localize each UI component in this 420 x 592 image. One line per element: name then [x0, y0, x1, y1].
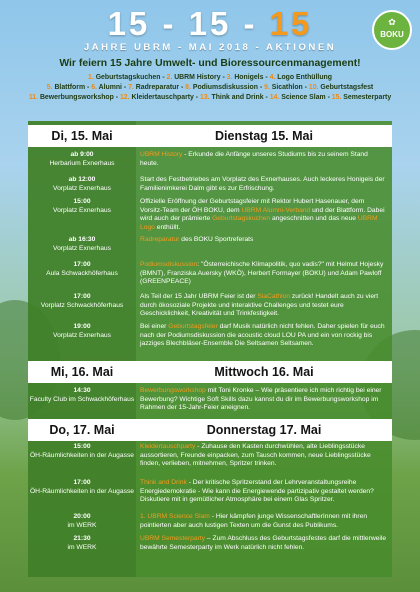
- event-time: ab 16:30: [68, 236, 96, 243]
- event-place: Vorplatz Exnerhaus: [53, 331, 111, 339]
- program-item: [332, 94, 391, 101]
- event-text: angeschnitten und das neue: [270, 215, 358, 222]
- event-text: Bei einer: [140, 323, 169, 330]
- event-place: ÖH-Räumlichkeiten in der Augasse: [29, 487, 135, 495]
- program-title: Kleidertauschparty: [131, 94, 194, 101]
- program-number: 5.: [46, 84, 55, 91]
- event-place: Vorplatz Exnerhaus: [53, 184, 111, 192]
- leaf-icon: ✿: [388, 18, 396, 28]
- event-description: [140, 513, 388, 530]
- program-title: Honigels: [234, 74, 264, 81]
- event-time-place: [28, 443, 136, 460]
- event-time-place: [28, 151, 136, 168]
- event-time: 19:00: [73, 323, 91, 330]
- program-title: Think and Drink: [211, 94, 264, 101]
- title-separator: -: [243, 5, 258, 42]
- program-item: [167, 74, 221, 81]
- event-description: [140, 479, 388, 505]
- event-description: [140, 535, 388, 552]
- program-title: Science Slam: [281, 94, 326, 101]
- event-text: Als Teil der 15 Jahr UBRM Feier ist der: [140, 293, 258, 300]
- day-header: [28, 125, 392, 147]
- day-long: Dienstag 15. Mai: [215, 129, 313, 143]
- event-text: - Zuhause den Kasten durchwühlen, alte Lieblingsstücke aussortieren, Freunde einpacken, zum Tausch kommen, neue Lieblingsstücke finden, verlieben, mitnehmen, Spritzer trinken.: [140, 443, 371, 467]
- title-number: 15: [269, 5, 313, 42]
- event-highlight: Think and Drink: [140, 479, 187, 486]
- program-number: 1.: [88, 74, 96, 81]
- event-time: ab 9:00: [70, 151, 94, 158]
- event-place: Aula Schwackhöferhaus: [46, 269, 118, 277]
- event-highlight: UBRM Semesterparty: [140, 535, 206, 542]
- event-text: – Zum Abschluss des Geburtstagsfestes darf die mittlerweile bewährte Semesterparty im Werk natürlich nicht fehlen.: [140, 535, 387, 551]
- program-item: [200, 94, 264, 101]
- event-time-place: [28, 535, 136, 552]
- title-separator: -: [162, 5, 177, 42]
- program-number: 14.: [269, 94, 282, 101]
- event-highlight: UBRM Alumni-Verband: [241, 206, 311, 214]
- headline: Wir feiern 15 Jahre Umwelt- und Bioressourcenmanagement!: [59, 58, 361, 69]
- program-number: 13.: [200, 94, 212, 101]
- event-description: [140, 151, 388, 168]
- event-time: 20:00: [73, 513, 91, 520]
- schedule-panel: [28, 121, 392, 577]
- event-time: 14:30: [73, 387, 91, 394]
- program-item: [270, 94, 326, 101]
- program-number: 4.: [269, 74, 278, 81]
- program-item: [128, 84, 179, 91]
- event-time-place: [28, 323, 136, 340]
- program-title: Bewerbungsworkshop: [39, 94, 114, 101]
- program-item: [120, 94, 194, 101]
- day-short: Di, 15. Mai: [51, 129, 113, 143]
- event-place: Vorplatz Schwackhöferhaus: [40, 301, 124, 309]
- day-long: Donnerstag 17. Mai: [206, 423, 322, 437]
- event-time-place: [28, 293, 136, 310]
- event-highlight: UBRM History: [140, 151, 183, 158]
- big-title: [0, 5, 420, 43]
- event-description: [140, 443, 388, 469]
- event-place: Faculty Club im Schwackhöferhaus: [29, 395, 135, 403]
- event-text: : "Österreichische Klimapolitik, quo vadis?" mit Helmut Hojesky (BMNT), Franziska Auersky (WKÖ), Herbert Formayer (BOKU) und Adam Pawloff (GREENPEACE): [140, 261, 384, 285]
- event-time-place: [28, 198, 136, 215]
- day-header: [28, 361, 392, 383]
- logo-text: BOKU: [380, 30, 404, 39]
- event-text: - Erkunde die Anfänge unseres Studiums bis zu seinem Stand heute.: [140, 151, 368, 167]
- program-number: 8.: [185, 84, 193, 91]
- program-title: Logo Enthüllung: [277, 74, 332, 81]
- program-item: [185, 84, 258, 91]
- program-item: [91, 84, 122, 91]
- program-item: [264, 84, 303, 91]
- event-highlight: 1. UBRM Science Slam: [140, 513, 210, 520]
- event-highlight: Geburtstagsfeier: [168, 323, 218, 330]
- program-item: [227, 74, 264, 81]
- event-time-place: [28, 513, 136, 530]
- day-short: Mi, 16. Mai: [50, 365, 114, 379]
- event-text: enthüllt.: [154, 223, 181, 231]
- day-long: Mittwoch 16. Mai: [214, 365, 314, 379]
- program-title: Blattform: [54, 84, 86, 91]
- program-number: 6.: [91, 84, 99, 91]
- day-header: [28, 419, 392, 441]
- program-number: 15.: [331, 94, 344, 101]
- event-description: [140, 323, 388, 349]
- event-description: [140, 261, 388, 287]
- program-title: Radreparatur: [135, 84, 180, 91]
- event-text: darf Musik natürlich nicht fehlen. Daher spielen für euch nach der Podiumsdiskussion die acoustic cloud LOU PA und ein von rockig bis jazziges Blechbläser-Ensemble Die Seltsamen Seltsamen.: [140, 323, 385, 347]
- title-number: 15: [107, 5, 151, 42]
- event-place: Herbarium Exnerhaus: [49, 159, 115, 167]
- subtitle: JAHRE UBRM - MAI 2018 - AKTIONEN: [83, 42, 337, 53]
- program-number: 7.: [128, 84, 136, 91]
- event-description: [140, 293, 388, 319]
- event-highlight: Podiumsdiskussion: [140, 261, 198, 268]
- event-text: Start des Festbetriebes am Vorplatz des Exnerhauses. Auch leckeres Honigeis der Familienimkerei Dalm gibt es zur Erfrischung.: [140, 176, 385, 192]
- program-item: [309, 84, 373, 91]
- event-description: [140, 198, 388, 232]
- event-highlight: Geburtstagskuchen: [212, 215, 271, 222]
- event-highlight: Radreparatur: [140, 236, 180, 243]
- event-time: 17:00: [73, 261, 91, 268]
- program-item: [270, 74, 332, 81]
- program-list: 1. Geburtstagskuchen - 2. UBRM History - 3. Honigels - 4. Logo Enthüllung 5. Blattform - 6. Alumni - 7. Radreparatur - 8. Podiumsdiskussion - 9. Sicathlon - 10. Geburtstagsfest 11. Bewerbungsworkshop - 12. Kleidertauschparty - 13. Think and Drink - 14. Science Slam - 15. Semesterparty: [28, 74, 392, 101]
- event-description: [140, 387, 388, 413]
- event-place: Vorplatz Exnerhaus: [53, 206, 111, 214]
- event-time-place: [28, 236, 136, 253]
- event-text: des BOKU Sportreferats: [179, 236, 254, 243]
- event-text: mit Toni Kronke – Wie präsentiere ich mich richtig bei einer Bewerbung? Wichtige Soft Skills dazu kannst du dir im Bewerbungsworkshop im Rahmen der 15-Jahr-Feier aneignen.: [140, 387, 382, 411]
- program-title: Sicathlon: [271, 84, 303, 91]
- day-short: Do, 17. Mai: [49, 423, 115, 437]
- event-time-place: [28, 387, 136, 404]
- program-title: Geburtstagskuchen: [95, 74, 161, 81]
- event-time: ab 12:00: [68, 176, 96, 183]
- event-text: - Hier kämpfen junge WissenschaftlerInnen mit ihren pointierten aber auch lustigen Texten um die Gunst des Publikums.: [140, 513, 368, 529]
- event-place: Vorplatz Exnerhaus: [53, 244, 111, 252]
- program-number: 12.: [119, 94, 132, 101]
- event-place: ÖH-Räumlichkeiten in der Augasse: [29, 451, 135, 459]
- event-time-place: [28, 261, 136, 278]
- event-text: - Der kritische Spritzerstand der Lehrveranstaltungsreihe Energiedemokratie - Wie kann die Energiewende partizipativ gestaltet werden? Diskutiere mit in gemütlicher Atmosphäre bei einem Glas Spritzer.: [140, 479, 374, 503]
- event-time: 17:00: [73, 479, 91, 486]
- event-text: und der Blattform. Dabei wird auch der prämierte: [140, 206, 385, 222]
- program-number: 3.: [226, 74, 235, 81]
- event-time: 21:30: [73, 535, 91, 542]
- program-item: [29, 94, 114, 101]
- event-time: 15:00: [73, 198, 91, 205]
- event-place: im WERK: [67, 543, 97, 551]
- event-time-place: [28, 176, 136, 193]
- event-time: 15:00: [73, 443, 91, 450]
- event-highlight: Kleidertauschparty: [140, 443, 196, 450]
- event-text: Offizielle Eröffnung der Geburtstagsfeier mit Rektor Hubert Hasenauer, dem Vorsitz-Team der ÖH BOKU, dem: [140, 198, 365, 214]
- event-time-place: [28, 479, 136, 496]
- program-title: Geburtstagsfest: [320, 84, 374, 91]
- event-description: [140, 176, 388, 193]
- event-highlight: Bewerbungsworkshop: [140, 387, 206, 394]
- program-title: Semesterparty: [343, 94, 392, 101]
- event-highlight: SiaCathlon: [257, 293, 291, 300]
- event-description: [140, 236, 388, 245]
- program-number: 10.: [308, 84, 321, 91]
- title-number: 15: [188, 5, 232, 42]
- program-number: 9.: [264, 84, 272, 91]
- program-number: 2.: [166, 74, 175, 81]
- program-title: Alumni: [98, 84, 122, 91]
- program-number: 11.: [28, 94, 40, 101]
- event-highlight: UBRM Logo: [140, 215, 378, 231]
- event-time: 17:00: [73, 293, 91, 300]
- program-title: UBRM History: [174, 74, 221, 81]
- program-item: [47, 84, 85, 91]
- event-place: im WERK: [67, 521, 97, 529]
- program-item: [88, 74, 160, 81]
- program-title: Podiumsdiskussion: [192, 84, 258, 91]
- event-text: zurück! Handelt auch zu viert durch ökosoziale Projekte und interaktive Challenges und testet eure Geschicklichkeit, Kreativität und Trinkfestigkeit.: [140, 293, 379, 317]
